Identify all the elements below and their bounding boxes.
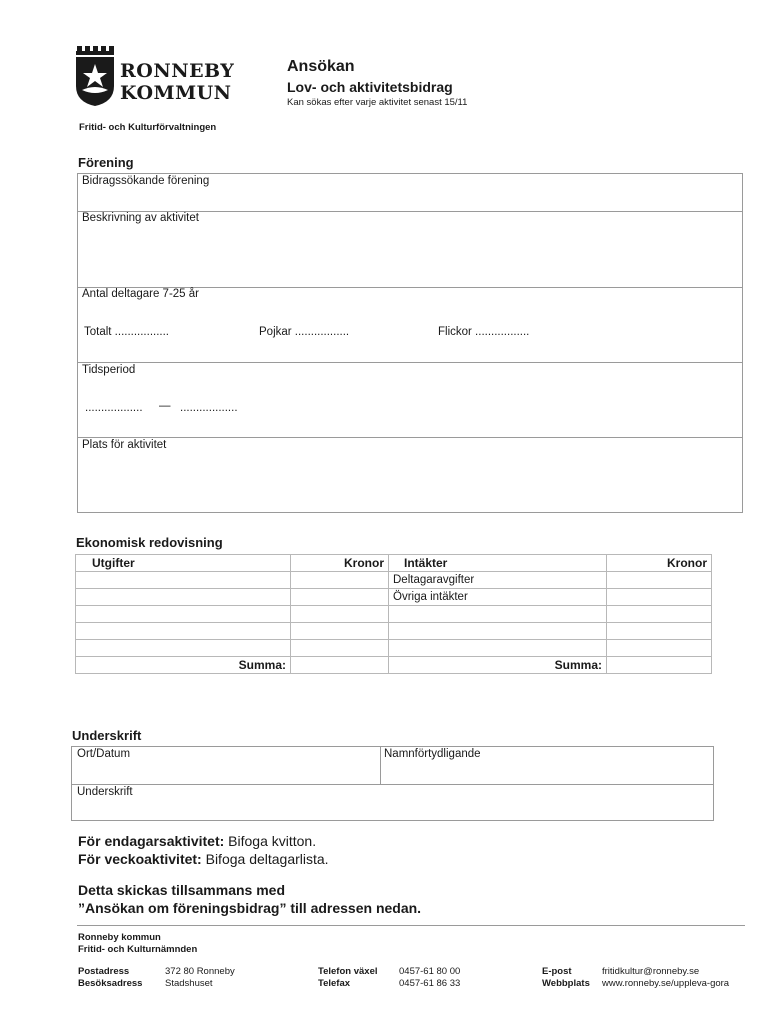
form-deadline-note: Kan sökas efter varje aktivitet senast 15/11 [287,97,468,108]
footer-org-unit: Fritid- och Kulturnämnden [78,944,198,955]
participants-label: Antal deltagare 7-25 år [82,288,199,300]
period-to-field[interactable]: .................. [180,402,238,414]
visit-address-label: Besöksadress [78,978,143,989]
income-cell[interactable] [389,606,607,623]
expense-cell[interactable] [76,623,291,640]
amount-cell[interactable] [607,589,712,606]
name-clarification-field[interactable]: Namnförtydligande [384,748,481,760]
day-activity-label: För endagarsaktivitet: [78,833,225,849]
amount-cell[interactable] [291,623,389,640]
day-activity-text: Bifoga kvitton. [228,833,317,849]
table-row [76,606,712,623]
form-subtitle: Lov- och aktivitetsbidrag [287,79,453,95]
girls-count-field[interactable]: Flickor ................. [438,326,530,338]
forening-box [77,173,743,513]
postal-address-value: 372 80 Ronneby [165,966,235,977]
divider [77,925,745,926]
income-cell: Övriga intäkter [389,589,607,606]
expense-cell[interactable] [76,572,291,589]
expense-cell[interactable] [76,589,291,606]
day-activity-instruction [78,833,316,849]
amount-cell[interactable] [607,640,712,657]
phone-value: 0457-61 80 00 [399,966,461,977]
brand-name [120,60,234,104]
brand-line-2: KOMMUN [120,82,232,104]
amount-cell[interactable] [607,606,712,623]
period-dash: — [159,400,171,412]
boys-count-field[interactable]: Pojkar ................. [259,326,350,338]
place-date-field[interactable]: Ort/Datum [77,748,131,760]
economy-table [75,554,712,674]
week-activity-label: För veckoaktivitet: [78,851,202,867]
signature-section-title: Underskrift [72,728,142,743]
kronor-header: Kronor [607,555,712,572]
expenses-sum-label: Summa: [76,657,291,674]
income-header: Intäkter [389,555,607,572]
expenses-sum-cell[interactable] [291,657,389,674]
amount-cell[interactable] [291,589,389,606]
send-instruction-line-1: Detta skickas tillsammans med [78,882,285,898]
forening-section-title: Förening [78,155,134,170]
table-row [76,657,712,674]
income-cell: Deltagaravgifter [389,572,607,589]
expense-cell[interactable] [76,640,291,657]
expenses-header: Utgifter [76,555,291,572]
footer-org-name: Ronneby kommun [78,932,161,943]
signature-field[interactable]: Underskrift [77,786,133,798]
income-sum-cell[interactable] [607,657,712,674]
income-cell[interactable] [389,640,607,657]
amount-cell[interactable] [607,572,712,589]
association-name-field[interactable]: Bidragssökande förening [82,175,210,187]
economy-section-title: Ekonomisk redovisning [76,535,223,550]
period-label: Tidsperiod [82,364,136,376]
activity-description-field[interactable]: Beskrivning av aktivitet [82,212,199,224]
amount-cell[interactable] [291,606,389,623]
fax-value: 0457-61 86 33 [399,978,461,989]
divider [78,437,743,438]
postal-address-label: Postadress [78,966,130,977]
brand-line-1: RONNEBY [120,60,235,82]
phone-label: Telefon växel [318,966,378,977]
table-row [76,589,712,606]
website-label: Webbplats [542,978,590,989]
amount-cell[interactable] [291,640,389,657]
amount-cell[interactable] [291,572,389,589]
week-activity-instruction [78,851,329,867]
activity-place-field[interactable]: Plats för aktivitet [82,439,167,451]
amount-cell[interactable] [607,623,712,640]
week-activity-text: Bifoga deltagarlista. [205,851,329,867]
income-cell[interactable] [389,623,607,640]
divider [72,784,714,785]
ronneby-coat-of-arms-icon [74,46,116,106]
table-row [76,572,712,589]
form-title: Ansökan [287,58,355,75]
income-sum-label: Summa: [389,657,607,674]
divider [78,362,743,363]
kronor-header: Kronor [291,555,389,572]
total-participants-field[interactable]: Totalt ................. [84,326,169,338]
email-label: E-post [542,966,572,977]
visit-address-value: Stadshuset [165,978,213,989]
table-row [76,640,712,657]
email-link[interactable]: fritidkultur@ronneby.se [602,966,700,977]
period-from-field[interactable]: .................. [85,402,143,414]
table-row [76,555,712,572]
department-name: Fritid- och Kulturförvaltningen [79,122,217,133]
table-row [76,623,712,640]
website-link[interactable]: www.ronneby.se/uppleva-gora [602,978,730,989]
expense-cell[interactable] [76,606,291,623]
send-instruction-line-2: ”Ansökan om föreningsbidrag” till adressen nedan. [78,900,422,916]
divider [380,746,381,784]
fax-label: Telefax [318,978,351,989]
